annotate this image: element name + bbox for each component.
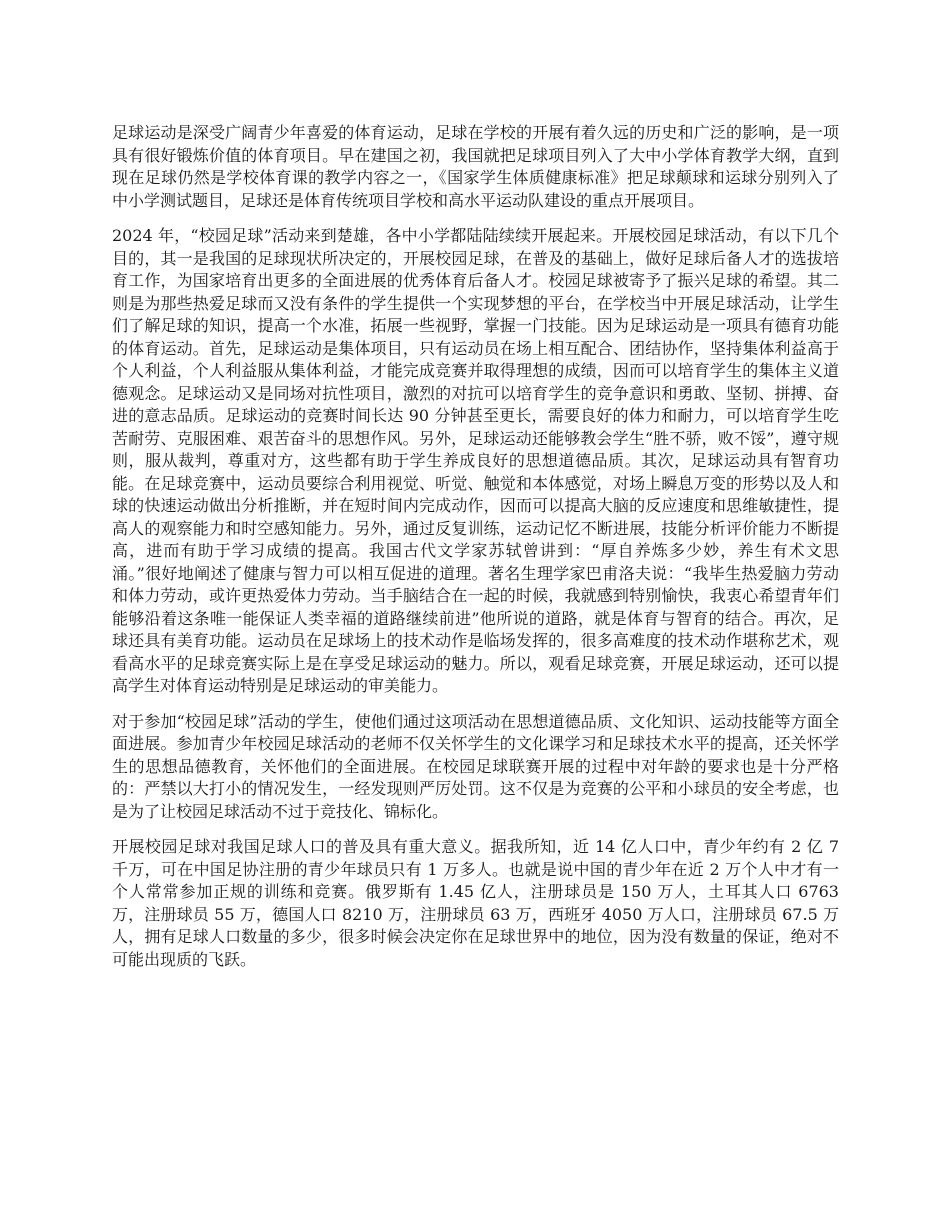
paragraph-population: 开展校园足球对我国足球人口的普及具有重大意义。据我所知，近 14 亿人口中，青少年约有 2 亿 7 千万，可在中国足协注册的青少年球员只有 1 万多人。也就是说中国的青少年在近 2 万个人中才有一个人常常参加正规的训练和竞赛。俄罗斯有 1.45 亿人，注册球员是 150 万人，土耳其人口 6763 万，注册球员 55 万，德国人口 8210 万，注册球员 63 万，西班牙 4050 万人口，注册球员 67.5 万人，拥有足球人口数量的多少，很多时候会决定你在足球世界中的地位，因为没有数量的保证，绝对不可能出现质的飞跃。 — [112, 837, 839, 969]
document-body — [112, 122, 839, 984]
paragraph-students: 对于参加“校园足球”活动的学生，使他们通过这项活动在思想道德品质、文化知识、运动技能等方面全面进展。参加青少年校园足球活动的老师不仅关怀学生的文化课学习和足球技术水平的提高，还关怀学生的思想品德教育，关怀他们的全面进展。在校园足球联赛开展的过程中对年龄的要求也是十分严格的：严禁以大打小的情况发生，一经发现则严厉处罚。这不仅是为竞赛的公平和小球员的安全考虑，也是为了让校园足球活动不过于竞技化、锦标化。 — [112, 711, 839, 821]
paragraph-intro: 足球运动是深受广阔青少年喜爱的体育运动，足球在学校的开展有着久远的历史和广泛的影响，是一项具有很好锻炼价值的体育项目。早在建国之初，我国就把足球项目列入了大中小学体育教学大纲，直到现在足球仍然是学校体育课的教学内容之一，《国家学生体质健康标准》把足球颠球和运球分别列入了中小学测试题目，足球还是体育传统项目学校和高水平运动队建设的重点开展项目。 — [112, 123, 839, 210]
paragraph-goals: 2024 年，“校园足球”活动来到楚雄，各中小学都陆陆续续开展起来。开展校园足球活动，有以下几个目的，其一是我国的足球现状所决定的，开展校园足球，在普及的基础上，做好足球后备人才的选拔培育工作，为国家培育出更多的全面进展的优秀体育后备人才。校园足球被寄予了振兴足球的希望。其二则是为那些热爱足球而又没有条件的学生提供一个实现梦想的平台，在学校当中开展足球活动，让学生们了解足球的知识，提高一个水准，拓展一些视野，掌握一门技能。因为足球运动是一项具有德育功能的体育运动。首先，足球运动是集体项目，只有运动员在场上相互配合、团结协作，坚持集体利益高于个人利益，个人利益服从集体利益，才能完成竞赛并取得理想的成绩，因而可以培育学生的集体主义道德观念。足球运动又是同场对抗性项目，激烈的对抗可以培育学生的竞争意识和勇敢、坚韧、拼搏、奋进的意志品质。足球运动的竞赛时间长达 90 分钟甚至更长，需要良好的体力和耐力，可以培育学生吃苦耐劳、克服困难、艰苦奋斗的思想作风。另外，足球运动还能够教会学生“胜不骄，败不馁”，遵守规则，服从裁判，尊重对方，这些都有助于学生养成良好的思想道德品质。其次，足球运动具有智育功能。在足球竞赛中，运动员要综合利用视觉、听觉、触觉和本体感觉，对场上瞬息万变的形势以及人和球的快速运动做出分析推断，并在短时间内完成动作，因而可以提高大脑的反应速度和思维敏捷性，提高人的观察能力和时空感知能力。另外，通过反复训练，运动记忆不断进展，技能分析评价能力不断提高，进而有助于学习成绩的提高。我国古代文学家苏轼曾讲到：“厚自养炼多少妙，养生有术文思涌。”很好地阐述了健康与智力可以相互促进的道理。著名生理学家巴甫洛夫说：“我毕生热爱脑力劳动和体力劳动，或许更热爱体力劳动。当手脑结合在一起的时候，我就感到特别愉快，我衷心希望青年们能够沿着这条唯一能保证人类幸福的道路继续前进”他所说的道路，就是体育与智育的结合。再次，足球还具有美育功能。运动员在足球场上的技术动作是临场发挥的，很多高难度的技术动作堪称艺术，观看高水平的足球竞赛实际上是在享受足球运动的魅力。所以，观看足球竞赛，开展足球运动，还可以提高学生对体育运动特别是足球运动的审美能力。 — [112, 226, 839, 695]
